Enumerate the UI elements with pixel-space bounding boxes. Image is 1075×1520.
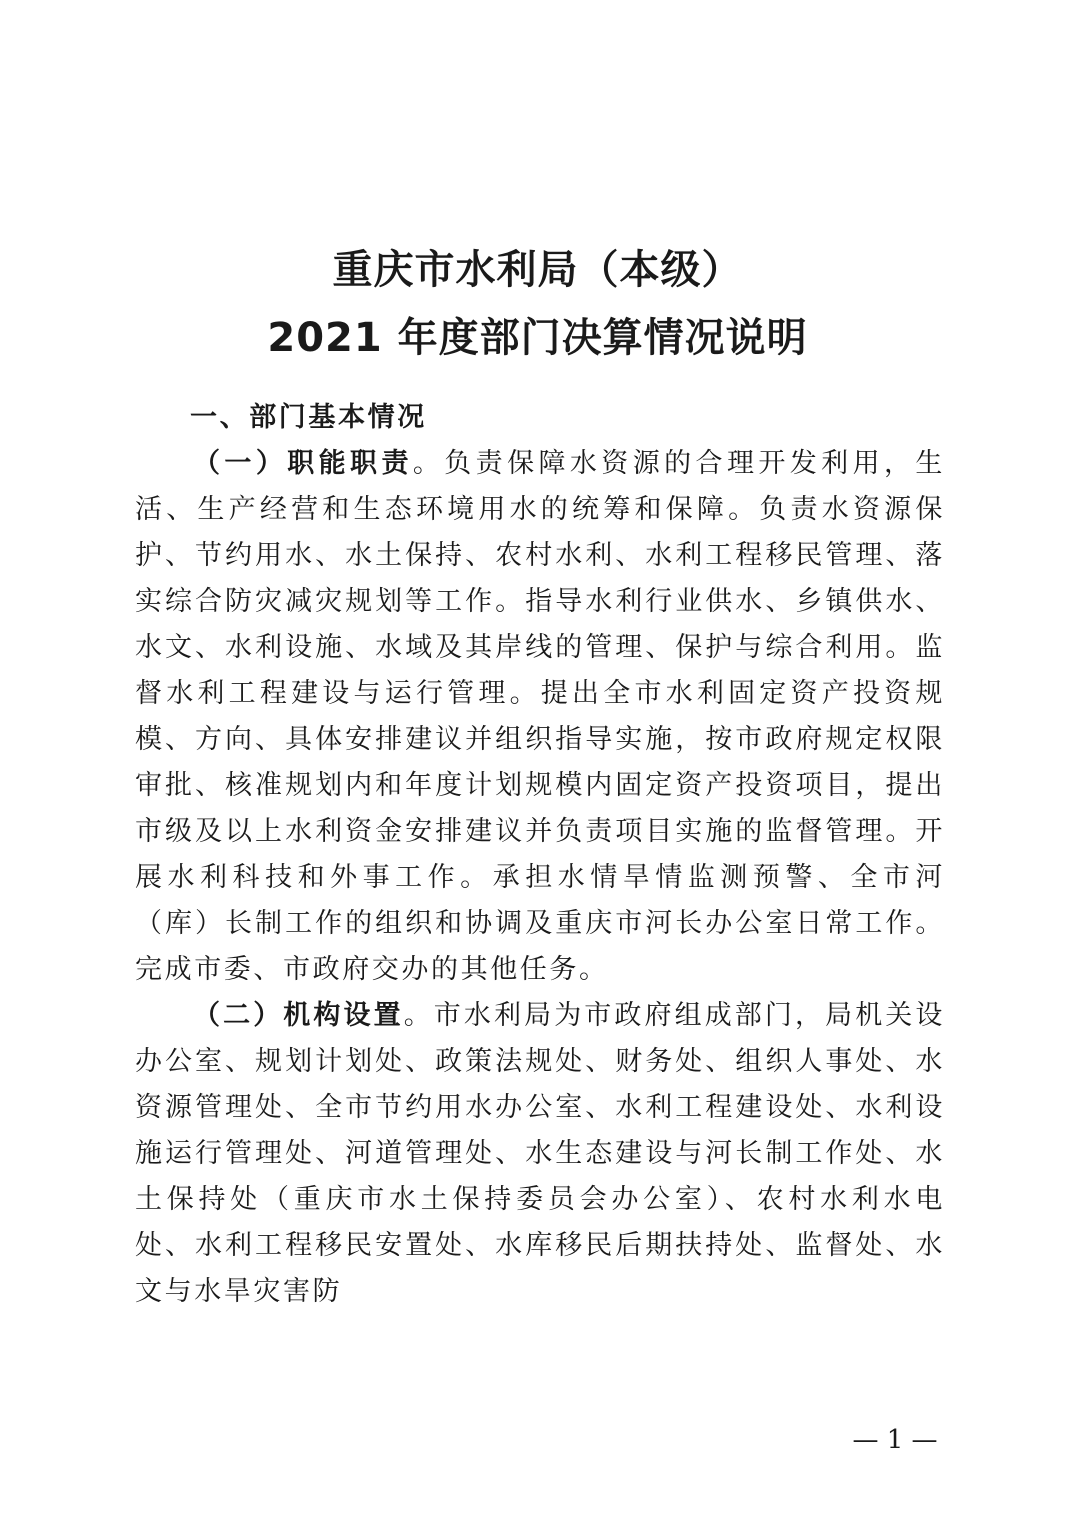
section-heading: 一、部门基本情况 [190, 402, 427, 433]
paragraph-organization [135, 993, 945, 1315]
document-title [0, 240, 1075, 368]
title-line-2: 2021 年度部门决算情况说明 [267, 315, 808, 361]
paragraph-label: （二）机构设置 [193, 1000, 404, 1031]
page-number: — 1 — [852, 1425, 938, 1455]
paragraph-text: 。负责保障水资源的合理开发利用，生活、生产经营和生态环境用水的统筹和保障。负责水资源保护、节约用水、水土保持、农村水利、水利工程移民管理、落实综合防灾减灾规划等工作。指导水利行业供水、乡镇供水、水文、水利设施、水域及其岸线的管理、保护与综合利用。监督水利工程建设与运行管理。提出全市水利固定资产投资规模、方向、具体安排建议并组织指导实施，按市政府规定权限审批、核准规划内和年度计划规模内固定资产投资项目，提出市级及以上水利资金安排建议并负责项目实施的监督管理。开展水利科技和外事工作。承担水情旱情监测预警、全市河（库）长制工作的组织和协调及重庆市河长办公室日常工作。完成市委、市政府交办的其他任务。 [135, 448, 945, 985]
paragraph-functions [135, 441, 945, 993]
paragraph-label: （一）职能职责 [193, 448, 413, 479]
title-line-1: 重庆市水利局（本级） [332, 247, 743, 293]
paragraph-text: 。市水利局为市政府组成部门，局机关设办公室、规划计划处、政策法规处、财务处、组织人事处、水资源管理处、全市节约用水办公室、水利工程建设处、水利设施运行管理处、河道管理处、水生态建设与河长制工作处、水土保持处（重庆市水土保持委员会办公室）、农村水利水电处、水利工程移民安置处、水库移民后期扶持处、监督处、水文与水旱灾害防 [135, 1000, 945, 1307]
document-body [135, 395, 945, 1315]
